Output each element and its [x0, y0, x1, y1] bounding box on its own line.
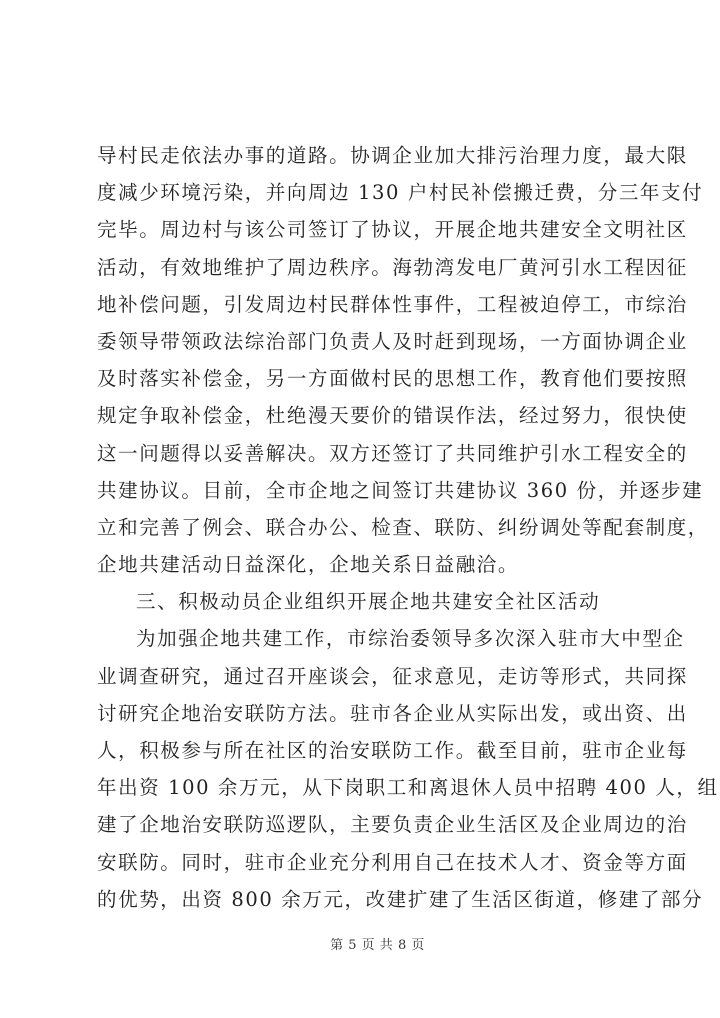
text-line: 讨研究企地治安联防方法。驻市各企业从实际出发，或出资、出	[97, 701, 688, 725]
text-line: 度减少环境污染，并向周边 130 户村民补偿搬迁费，分三年支付	[97, 181, 704, 205]
text-line: 这一问题得以妥善解决。双方还签订了共同维护引水工程安全的	[97, 441, 688, 465]
document-body	[97, 137, 719, 918]
paragraph-end-line: 企地共建活动日益深化，企地关系日益融洽。	[97, 553, 520, 577]
text-line: 业调查研究，通过召开座谈会，征求意见，走访等形式，共同探	[97, 664, 688, 688]
text-line: 的优势，出资 800 余万元，改建扩建了生活区街道，修建了部分	[97, 887, 704, 911]
paragraph-start-line: 为加强企地共建工作，市综治委领导多次深入驻市大中型企	[136, 627, 685, 651]
page-number-footer: 第 5 页 共 8 页	[330, 938, 425, 953]
text-line: 年出资 100 余万元，从下岗职工和离退休人员中招聘 400 人，组	[97, 776, 719, 800]
text-line: 完毕。周边村与该公司签订了协议，开展企地共建安全文明社区	[97, 218, 688, 242]
text-line: 共建协议。目前，全市企地之间签订共建协议 360 份，并逐步建	[97, 478, 704, 502]
text-line: 建了企地治安联防巡逻队，主要负责企业生活区及企业周边的治	[97, 813, 688, 837]
text-line: 导村民走依法办事的道路。协调企业加大排污治理力度，最大限	[97, 144, 688, 167]
section-heading: 三、积极动员企业组织开展企地共建安全社区活动	[136, 590, 601, 614]
text-line: 立和完善了例会、联合办公、检查、联防、纠纷调处等配套制度，	[97, 515, 709, 539]
text-line: 活动，有效地维护了周边秩序。海勃湾发电厂黄河引水工程因征	[97, 255, 688, 279]
text-line: 安联防。同时，驻市企业充分利用自己在技术人才、资金等方面	[97, 850, 688, 874]
text-line: 地补偿问题，引发周边村民群体性事件，工程被迫停工，市综治	[97, 292, 688, 316]
text-line: 委领导带领政法综治部门负责人及时赶到现场，一方面协调企业	[97, 329, 688, 353]
text-line: 人，积极参与所在社区的治安联防工作。截至目前，驻市企业每	[97, 739, 688, 762]
text-line: 规定争取补偿金，杜绝漫天要价的错误作法，经过努力，很快使	[97, 404, 688, 428]
text-line: 及时落实补偿金，另一方面做村民的思想工作，教育他们要按照	[97, 367, 688, 391]
